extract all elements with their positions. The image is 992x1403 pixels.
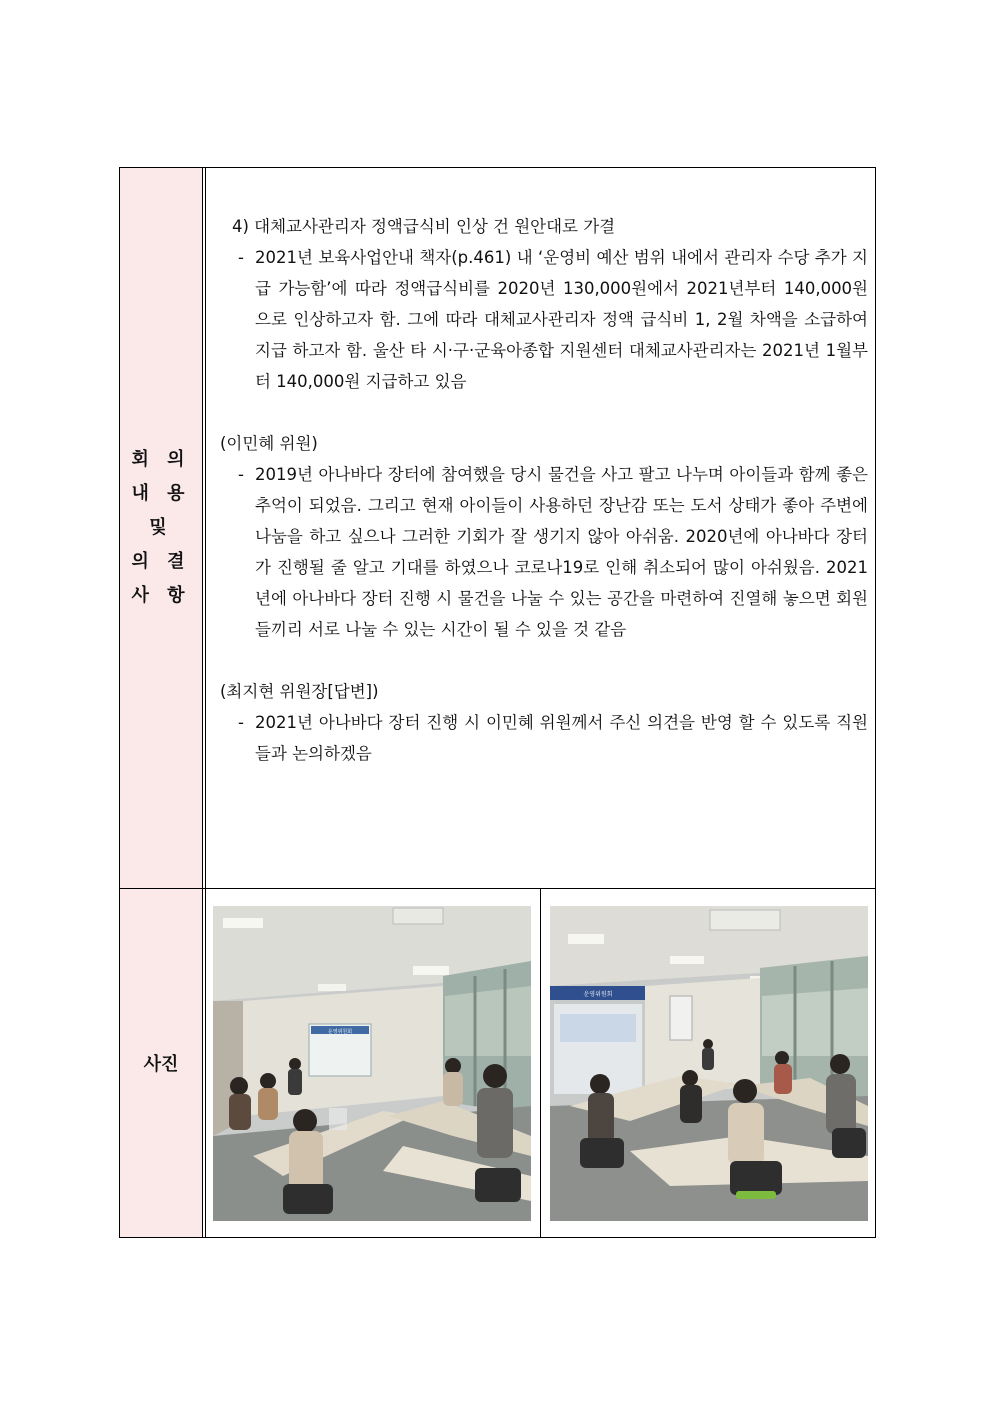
minutes-table — [119, 167, 876, 1238]
label-line: 의 결 — [131, 551, 191, 572]
speaker-label: (최지현 위원장[답변]) — [220, 682, 379, 701]
speaker-label: (이민혜 위원) — [220, 434, 318, 453]
speaker-comment-text: 2019년 아나바다 장터에 참여했을 당시 물건을 사고 팔고 나누며 아이들과 함께 좋은 추억이 되었음. 그리고 현재 아이들이 사용하던 장난감 또는 도서 상태가 좋아 주변에 나눔을 하고 싶으나 그러한 기회가 잘 생기지 않아 아쉬움. 2020년에 아나바다 장터가 진행될 줄 알고 기대를 하였으나 코로나19로 인해 취소되어 많이 아쉬웠음. 2021년에 아나바다 장터 진행 시 물건을 나눌 수 있는 공간을 마련하여 진열해 놓으면 회원들끼리 서로 나눌 수 있는 시간이 될 수 있을 것 같음 — [255, 465, 868, 639]
label-line: 사 항 — [131, 585, 191, 606]
meeting-photo-1 — [213, 906, 531, 1221]
speaker-comment-text: 2021년 아나바다 장터 진행 시 이민혜 위원께서 주신 의견을 반영 할 수 있도록 직원들과 논의하겠음 — [255, 713, 868, 763]
label-line: 및 — [149, 517, 173, 538]
dash-marker: - — [238, 465, 244, 484]
photo-label: 사진 — [143, 1053, 179, 1075]
dash-marker: - — [238, 248, 244, 267]
item-detail — [220, 242, 868, 397]
label-line: 회 의 — [131, 449, 191, 470]
column-double-rule — [202, 168, 206, 1237]
speaker-comment — [220, 459, 868, 645]
meeting-photo-2 — [550, 906, 868, 1221]
content-label-cell — [120, 168, 202, 888]
item-detail-text: 2021년 보육사업안내 책자(p.461) 내 ‘운영비 예산 범위 내에서 관리자 수당 추가 지급 가능함’에 따라 정액급식비를 2020년 130,000원에서 2021년부터 140,000원으로 인상하고자 함. 그에 따라 대체교사관리자 정액 급식비 1, 2월 차액을 소급하여 지급 하고자 함. 울산 타 시·구·군육아종합 지원센터 대체교사관리자는 2021년 1월부터 140,000원 지급하고 있음 — [255, 248, 868, 391]
content-label — [131, 443, 190, 613]
photo-divider — [540, 888, 541, 1237]
dash-marker: - — [238, 713, 244, 732]
item-title: 4) 대체교사관리자 정액급식비 인상 건 원안대로 가결 — [232, 217, 616, 236]
screen-title: 운영위원회 — [583, 991, 613, 998]
meeting-content — [220, 211, 868, 769]
row-divider — [120, 888, 875, 889]
label-line: 내 용 — [131, 483, 191, 504]
speaker-comment — [220, 707, 868, 769]
meeting-photo-2-image — [550, 906, 868, 1221]
screen-title: 운영위원회 — [327, 1029, 353, 1035]
meeting-photo-1-image — [213, 906, 531, 1221]
